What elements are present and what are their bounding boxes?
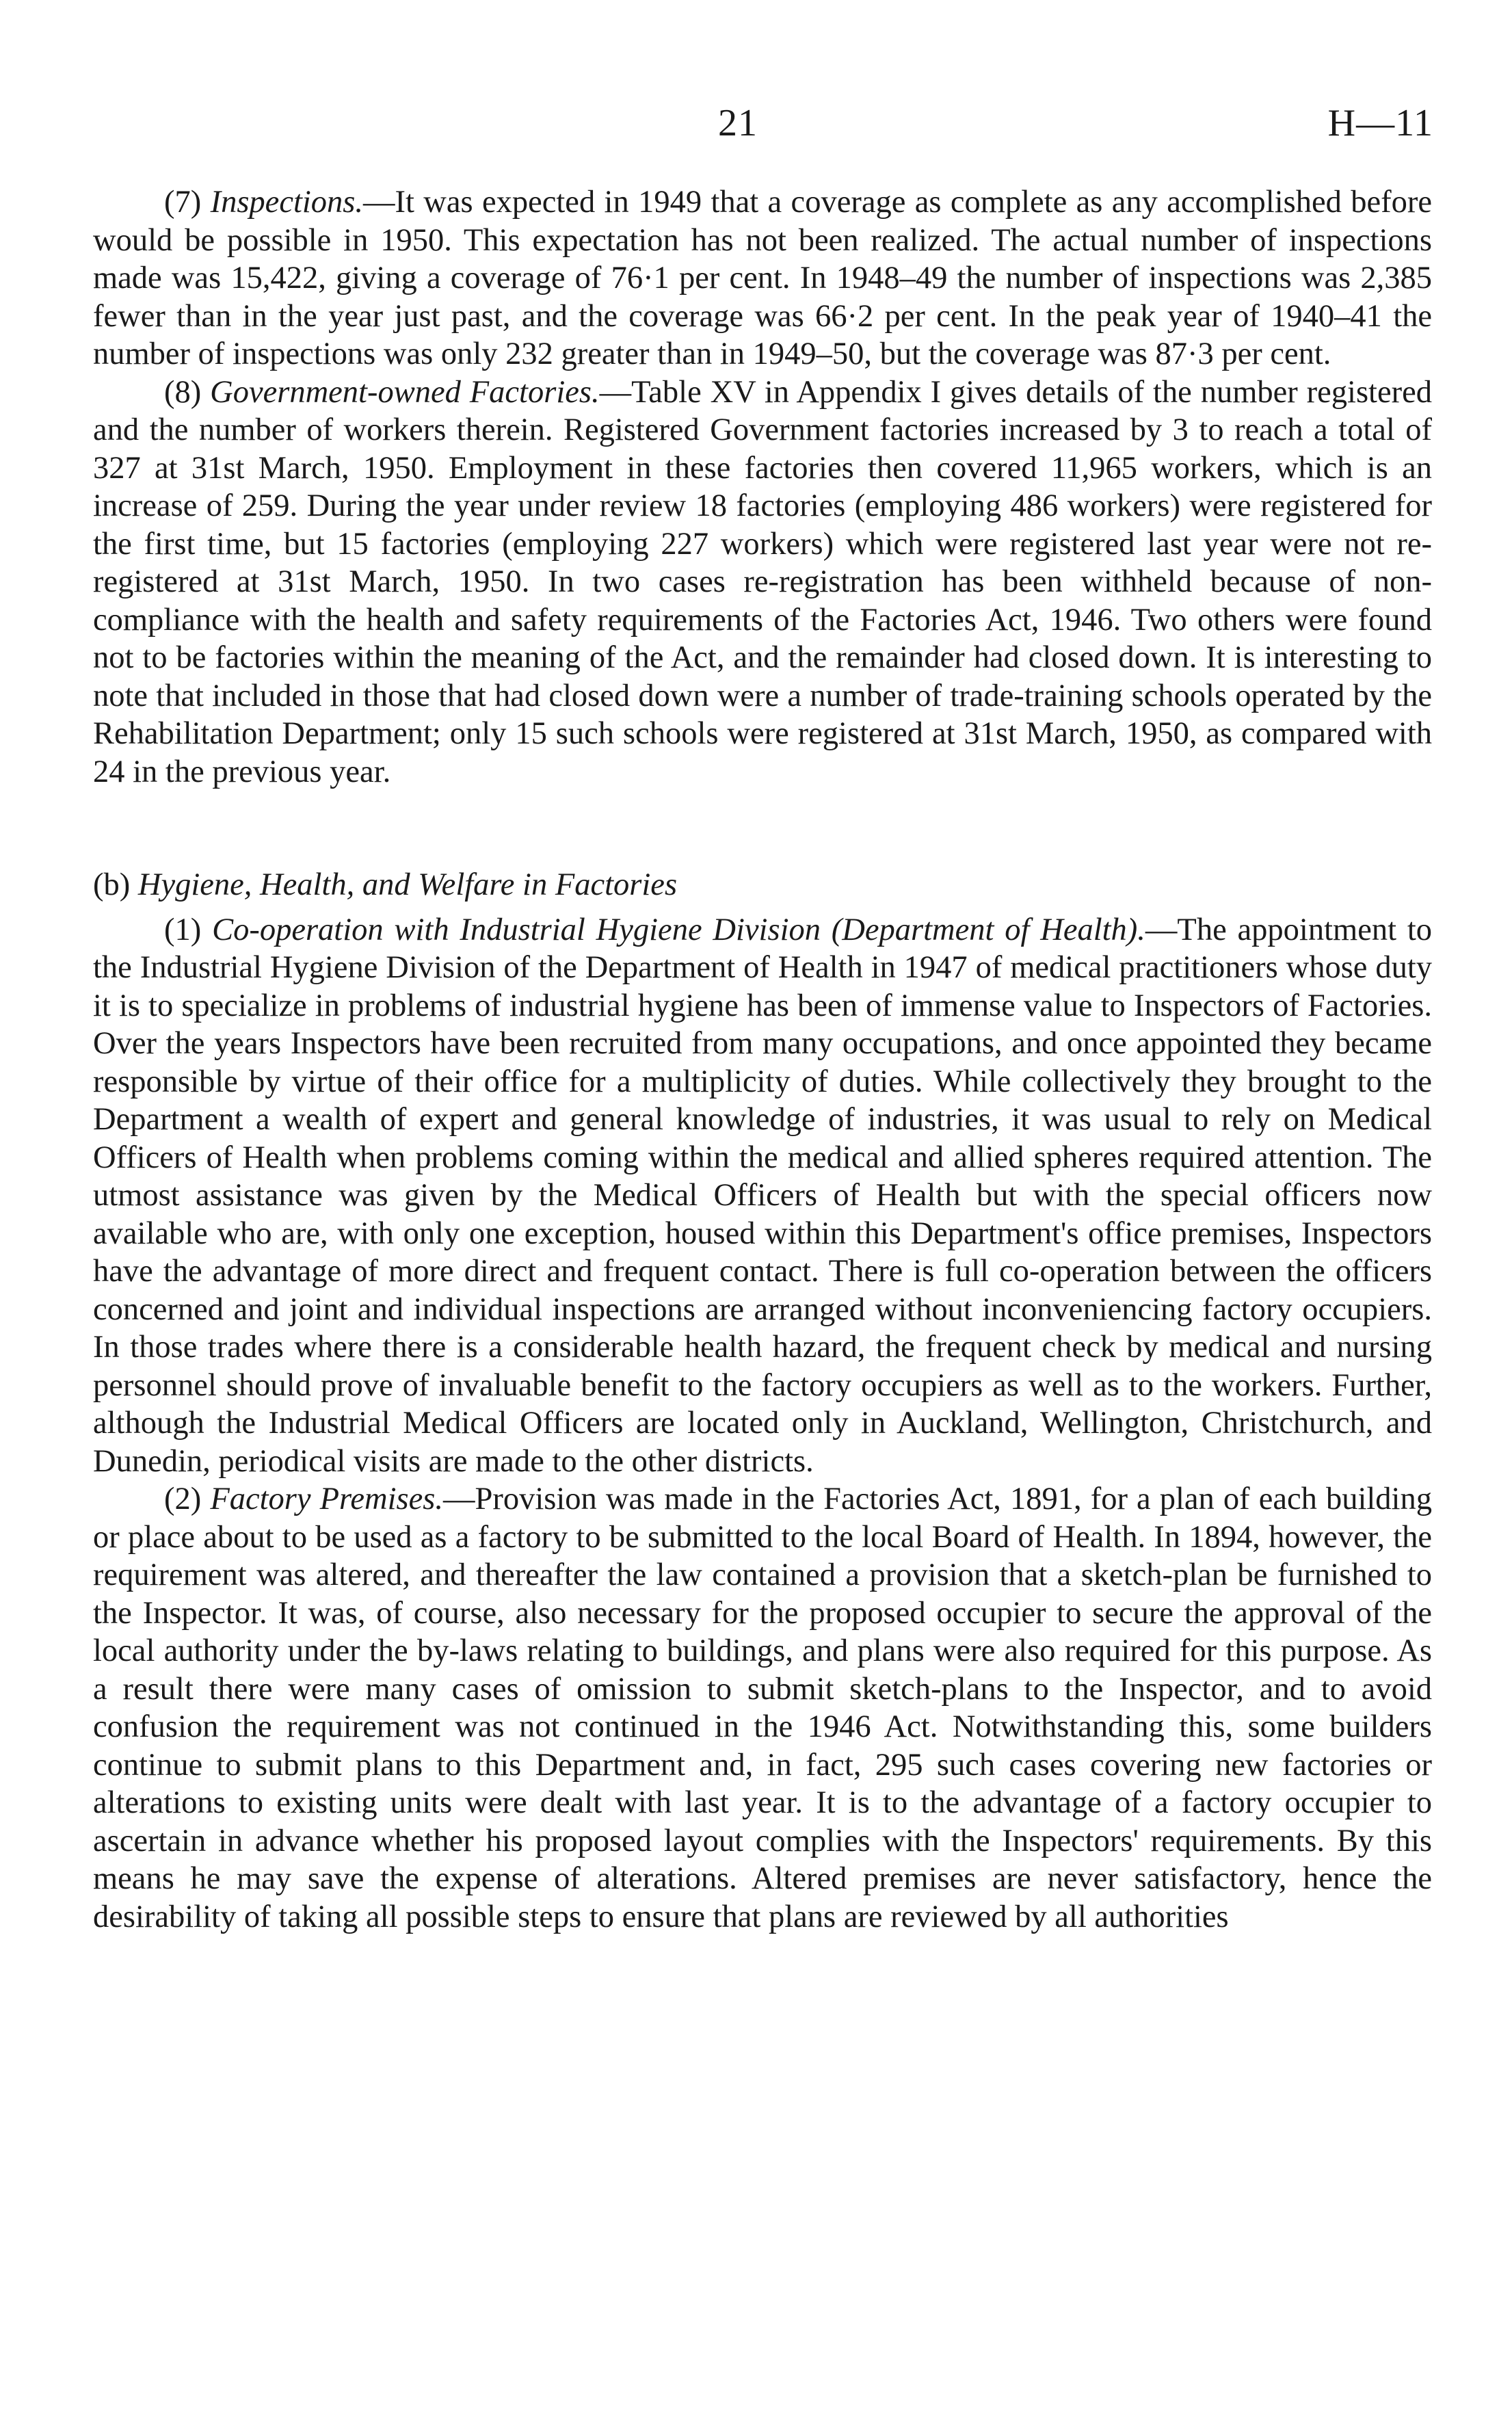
paragraph-number: (7) [164,185,211,220]
body-text [93,183,1432,1936]
paragraph-text: —The appointment to the Industrial Hygiene Division of the Department of Health in 1947 of medical practitioners whose duty it is to specialize in problems of industrial hygiene has been of immense value to Inspectors of Factories. Over the years Inspectors have been recruited from many occupations, and once appointed they became responsible by virtue of their office for a multiplicity of duties. While collectively they brought to the Department a wealth of expert and general knowledge of industries, it was usual to rely on Medical Officers of Health when problems coming within the medical and allied spheres required attention. The utmost assistance was given by the Medical Officers of Health but with the special officers now available who are, with only one exception, housed within this Department's office premises, Inspectors have the advantage of more direct and frequent contact. There is full co-operation between the officers concerned and joint and individual inspections are arranged without inconveniencing factory occupiers. In those trades where there is a considerable health hazard, the frequent check by medical and nursing personnel should prove of invaluable benefit to the factory occupiers as well as to the workers. Further, although the Industrial Medical Officers are located only in Auckland, Wellington, Christchurch, and Dunedin, periodical visits are made to the other districts. [93,912,1432,1479]
paragraph-number: (2) [164,1482,211,1516]
paragraph-text: —Provision was made in the Factories Act, 1891, for a plan of each building or place about to be used as a factory to be submitted to the local Board of Health. In 1894, however, the requirement was altered, and thereafter the law contained a provision that a sketch-plan be furnished to the Inspector. It was, of course, also necessary for the proposed occupier to secure the approval of the local authority under the by-laws relating to buildings, and plans were also required for this purpose. As a result there were many cases of omission to submit sketch-plans to the Inspector, and to avoid confusion the requirement was not continued in the 1946 Act. Notwithstanding this, some builders continue to submit plans to this Department and, in fact, 295 such cases covering new factories or alterations to existing units were dealt with last year. It is to the advantage of a factory occupier to ascertain in advance whether his proposed layout complies with the Inspectors' requirements. By this means he may save the expense of alterations. Altered premises are never satisfactory, hence the desirability of taking all possible steps to ensure that plans are reviewed by all authorities [93,1482,1432,1934]
paragraph-inspections [93,183,1432,373]
paragraph-title: Factory Premises. [210,1482,443,1516]
section-title: Hygiene, Health, and Welfare in Factories [137,867,678,902]
section-label: (b) [93,867,138,902]
paragraph-title: Government-owned Factories. [210,374,600,410]
paragraph-title: Co-operation with Industrial Hygiene Division (Department of Health). [212,912,1145,947]
paragraph-number: (8) [164,374,211,410]
paragraph-number: (1) [164,912,213,947]
paragraph-factory-premises [93,1480,1432,1936]
paragraph-text: —Table XV in Appendix I gives details of the number registered and the number of workers therein. Registered Government factories increased by 3 to reach a total of 327 at 31st March, 1950. Employment in these factories then covered 11,965 workers, which is an increase of 259. During the year under review 18 factories (employing 486 workers) were registered for the first time, but 15 factories (employing 227 workers) which were registered last year were not re-registered at 31st March, 1950. In two cases re-registration has been withheld because of non-compliance with the health and safety requirements of the Factories Act, 1946. Two others were found not to be factories within the meaning of the Act, and the remainder had closed down. It is interesting to note that included in those that had closed down were a number of trade-training schools operated by the Rehabilitation Department; only 15 such schools were registered at 31st March, 1950, as compared with 24 in the previous year. [93,374,1432,789]
page-number: 21 [718,102,758,144]
paragraph-industrial-hygiene-cooperation [93,911,1432,1481]
report-reference: H—11 [1327,102,1433,144]
paragraph-text: —It was expected in 1949 that a coverage as complete as any accomplished before would be possible in 1950. This expectation has not been realized. The actual number of inspections made was 15,422, giving a coverage of 76·1 per cent. In 1948–49 the number of inspections was 2,385 fewer than in the year just past, and the coverage was 66·2 per cent. In the peak year of 1940–41 the number of inspections was only 232 greater than in 1949–50, but the coverage was 87·3 per cent. [93,185,1432,371]
paragraph-title: Inspections. [210,185,364,220]
paragraph-government-owned-factories [93,373,1432,791]
section-heading [93,866,1432,904]
